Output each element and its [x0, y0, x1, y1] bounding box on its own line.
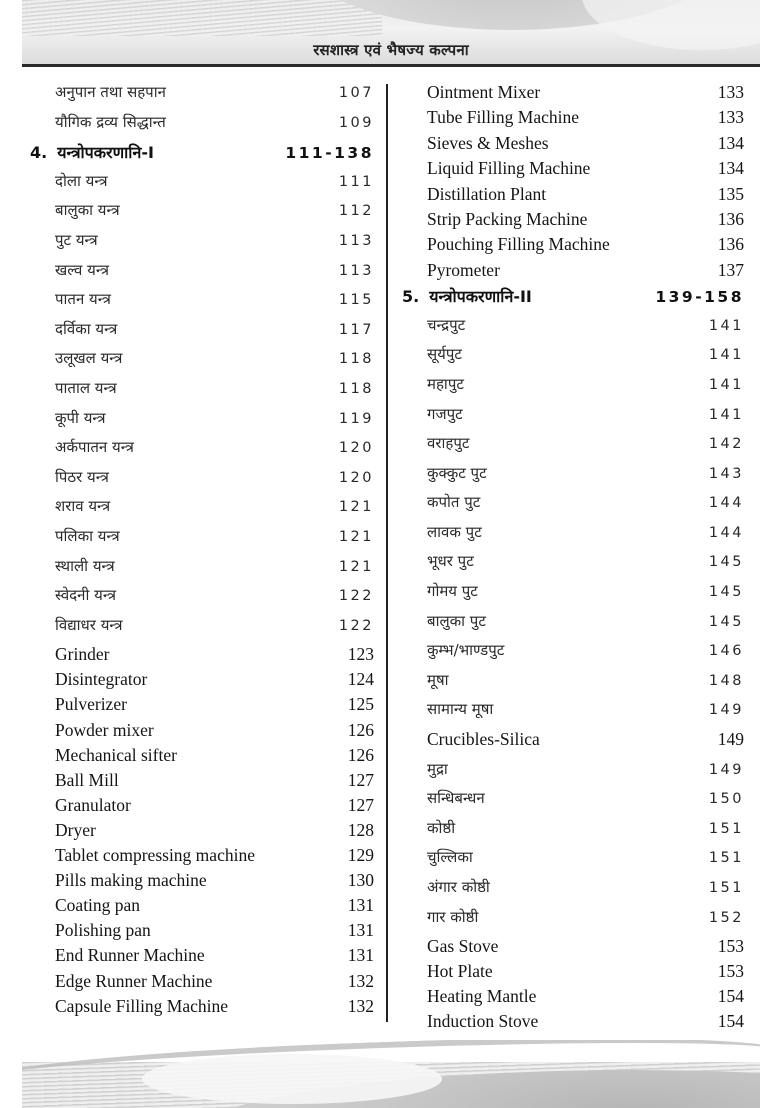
page-number: 154	[717, 1011, 744, 1032]
column-divider	[386, 84, 388, 1022]
entry-title: Sieves & Meshes	[427, 132, 549, 153]
chapter-title	[402, 285, 532, 307]
entry-title: मूषा	[427, 670, 449, 689]
page-number: 131	[347, 895, 374, 916]
toc-chapter-heading	[30, 141, 374, 171]
page-number: 139-158	[655, 288, 744, 307]
toc-entry	[402, 961, 744, 986]
toc-entry	[402, 847, 744, 877]
entry-title: मुद्रा	[427, 759, 448, 778]
toc-entry	[30, 845, 374, 870]
toc-entry	[30, 348, 374, 378]
toc-entry	[402, 158, 744, 183]
entry-title: Pyrometer	[427, 259, 500, 280]
entry-title: Hot Plate	[427, 961, 493, 982]
page-number: 152	[708, 909, 744, 926]
entry-title: पलिका यन्त्र	[55, 526, 120, 545]
page-number: 134	[717, 132, 744, 153]
footer-decorative-band	[22, 1040, 760, 1108]
header-rule	[22, 64, 760, 67]
page-number: 141	[708, 347, 744, 364]
toc-entry	[30, 820, 374, 845]
toc-entry	[402, 986, 744, 1011]
page-number: 137	[717, 259, 744, 280]
entry-title: Polishing pan	[55, 920, 151, 941]
toc-entry	[402, 818, 744, 848]
entry-title: Dryer	[55, 819, 96, 840]
toc-entry	[402, 788, 744, 818]
entry-title: Heating Mantle	[427, 986, 537, 1007]
entry-title: कोष्ठी	[427, 818, 456, 837]
toc-entry	[402, 581, 744, 611]
page-number: 153	[717, 936, 744, 957]
entry-title: Tube Filling Machine	[427, 107, 579, 128]
page-number: 109	[338, 114, 374, 131]
entry-title: अर्कपातन यन्त्र	[55, 438, 134, 457]
toc-entry	[30, 526, 374, 556]
entry-title: वराहपुट	[427, 434, 470, 453]
page-number: 117	[338, 321, 374, 338]
entry-title: Distillation Plant	[427, 183, 547, 204]
entry-title: Ball Mill	[55, 769, 119, 790]
entry-title: विद्याधर यन्त्र	[55, 615, 123, 634]
toc-entry	[402, 463, 744, 493]
entry-title: चुल्लिका	[427, 848, 473, 867]
page-number: 143	[708, 465, 744, 482]
entry-title: Coating pan	[55, 895, 141, 916]
running-title: रसशास्त्र एवं भैषज्य कल्पना	[313, 41, 469, 59]
entry-title: चन्द्रपुट	[427, 315, 466, 334]
page-number: 136	[717, 234, 744, 255]
toc-left-column	[30, 82, 374, 1021]
page-number: 141	[708, 317, 744, 334]
toc-entry	[30, 319, 374, 349]
page-number: 111	[338, 173, 374, 190]
entry-title: कुक्कुट पुट	[427, 463, 487, 482]
toc-entry	[402, 522, 744, 552]
toc-entry	[30, 745, 374, 770]
toc-entry	[402, 877, 744, 907]
entry-title: Induction Stove	[427, 1011, 539, 1032]
toc-chapter-heading	[402, 285, 744, 315]
entry-title: कूपी यन्त्र	[55, 408, 106, 427]
page-number: 125	[347, 694, 374, 715]
page-number: 148	[708, 672, 744, 689]
page-number: 134	[717, 158, 744, 179]
toc-entry	[30, 467, 374, 497]
toc-entry	[402, 907, 744, 937]
entry-title: लावक पुट	[427, 522, 482, 541]
entry-title: Pills making machine	[55, 870, 207, 891]
entry-title: पुट यन्त्र	[55, 230, 98, 249]
toc-entry	[402, 670, 744, 700]
page-number: 122	[338, 588, 374, 605]
page-number: 142	[708, 436, 744, 453]
entry-title: Pulverizer	[55, 694, 127, 715]
page-number: 151	[708, 820, 744, 837]
toc-entry	[402, 184, 744, 209]
entry-title: Pouching Filling Machine	[427, 234, 610, 255]
page-number: 124	[347, 669, 374, 690]
page-number: 120	[338, 440, 374, 457]
page-number: 133	[717, 107, 744, 128]
toc-right-column	[402, 82, 744, 1036]
page-number: 149	[708, 702, 744, 719]
page-number: 130	[347, 870, 374, 891]
page-number: 141	[708, 376, 744, 393]
toc-entry	[30, 556, 374, 586]
page-number: 135	[717, 183, 744, 204]
page-number: 115	[338, 292, 374, 309]
page-number: 136	[717, 208, 744, 229]
entry-title: पिठर यन्त्र	[55, 467, 109, 486]
page-number: 144	[708, 524, 744, 541]
entry-title: खल्व यन्त्र	[55, 260, 109, 279]
toc-entry	[30, 408, 374, 438]
toc-entry	[402, 433, 744, 463]
entry-title: Powder mixer	[55, 719, 154, 740]
toc-entry	[30, 378, 374, 408]
toc-entry	[30, 260, 374, 290]
entry-title: अनुपान तथा सहपान	[55, 83, 166, 101]
toc-entry	[30, 920, 374, 945]
toc-entry	[30, 971, 374, 996]
entry-title: End Runner Machine	[55, 945, 205, 966]
page-number: 121	[338, 558, 374, 575]
toc-entry	[402, 209, 744, 234]
entry-title: Granulator	[55, 794, 131, 815]
entry-title: शराव यन्त्र	[55, 497, 111, 516]
entry-title: कुम्भ/भाण्डपुट	[427, 641, 505, 660]
toc-entry	[30, 289, 374, 319]
entry-title: यौगिक द्रव्य सिद्धान्त	[55, 112, 166, 131]
page-number: 122	[338, 617, 374, 634]
chapter-title	[30, 141, 154, 163]
toc-entry	[30, 720, 374, 745]
toc-entry	[402, 759, 744, 789]
page-number: 151	[708, 850, 744, 867]
entry-title: स्वेदनी यन्त्र	[55, 586, 116, 605]
entry-title: Tablet compressing machine	[55, 845, 255, 866]
entry-title: दोला यन्त्र	[55, 171, 108, 190]
page-number: 119	[338, 410, 374, 427]
page-number: 151	[708, 880, 744, 896]
toc-entry	[30, 945, 374, 970]
entry-title: सन्धिबन्धन	[427, 789, 485, 808]
entry-title: Disintegrator	[55, 669, 148, 690]
chapter-title-text: यन्त्रोपकरणानि-I	[57, 143, 154, 163]
page-number: 128	[347, 819, 374, 840]
entry-title: दर्विका यन्त्र	[55, 319, 118, 338]
entry-title: अंगार कोष्ठी	[427, 878, 490, 896]
entry-title: सामान्य मूषा	[427, 700, 494, 719]
page-number: 153	[717, 961, 744, 982]
page-number: 126	[347, 719, 374, 740]
toc-entry	[402, 640, 744, 670]
page-number: 113	[338, 262, 374, 279]
page-number: 154	[717, 986, 744, 1007]
entry-title: Gas Stove	[427, 936, 499, 957]
entry-title: स्थाली यन्त्र	[55, 556, 115, 575]
header-stripes-decoration	[22, 0, 382, 36]
toc-entry	[30, 615, 374, 645]
page-number: 150	[708, 791, 744, 808]
entry-title: पातन यन्त्र	[55, 290, 111, 309]
entry-title: गोमय पुट	[427, 582, 478, 601]
page-number: 111-138	[285, 144, 374, 163]
page-number: 145	[708, 554, 744, 571]
page-number: 132	[347, 995, 374, 1016]
toc-entry	[30, 171, 374, 201]
entry-title: महापुट	[427, 374, 464, 393]
page-number: 131	[347, 945, 374, 966]
toc-entry	[30, 694, 374, 719]
page-number: 127	[347, 794, 374, 815]
page-number: 127	[347, 769, 374, 790]
page-number: 118	[338, 380, 374, 397]
toc-entry	[30, 437, 374, 467]
entry-title: कपोत पुट	[427, 493, 481, 512]
toc-entry	[402, 492, 744, 522]
toc-entry	[402, 729, 744, 759]
toc-entry	[402, 1011, 744, 1036]
page-number: 113	[338, 232, 374, 249]
entry-title: गार कोष्ठी	[427, 907, 479, 926]
entry-title: सूर्यपुट	[427, 345, 462, 364]
entry-title: Liquid Filling Machine	[427, 158, 591, 179]
entry-title: बालुका पुट	[427, 611, 486, 630]
page-number: 149	[717, 729, 744, 750]
toc-entry	[30, 496, 374, 526]
toc-entry	[402, 374, 744, 404]
page-number: 121	[338, 499, 374, 516]
entry-title: Grinder	[55, 644, 110, 665]
entry-title: Crucibles-Silica	[427, 729, 540, 750]
toc-entry	[30, 230, 374, 260]
chapter-number: 4.	[30, 143, 48, 163]
toc-entry	[402, 344, 744, 374]
page-number: 145	[708, 584, 744, 601]
entry-title: गजपुट	[427, 404, 463, 423]
entry-title: Capsule Filling Machine	[55, 995, 229, 1016]
toc-entry	[30, 870, 374, 895]
page-number: 123	[347, 644, 374, 665]
toc-entry	[402, 699, 744, 729]
toc-entry	[402, 82, 744, 107]
page-number: 146	[708, 643, 744, 660]
entry-title: उलूखल यन्त्र	[55, 349, 123, 368]
entry-title: Strip Packing Machine	[427, 208, 588, 229]
chapter-title-text: यन्त्रोपकरणानि-II	[429, 287, 532, 307]
page-number: 144	[708, 495, 744, 512]
header-decorative-band	[22, 0, 760, 64]
toc-entry	[402, 551, 744, 581]
page-number: 107	[338, 85, 374, 101]
page-number: 120	[338, 469, 374, 486]
toc-entry	[30, 200, 374, 230]
toc-entry	[402, 611, 744, 641]
toc-entry	[402, 234, 744, 259]
entry-title: बालुका यन्त्र	[55, 201, 120, 220]
toc-entry	[30, 996, 374, 1021]
toc-entry	[402, 107, 744, 132]
toc-entry	[30, 82, 374, 112]
toc-entry	[402, 404, 744, 434]
page-number: 129	[347, 845, 374, 866]
chapter-number: 5.	[402, 287, 420, 307]
page-number: 141	[708, 406, 744, 423]
toc-entry	[402, 936, 744, 961]
page-number: 145	[708, 613, 744, 630]
entry-title: Ointment Mixer	[427, 82, 541, 102]
page-number: 118	[338, 351, 374, 368]
toc-entry	[402, 315, 744, 345]
toc-entry	[30, 795, 374, 820]
page-number: 126	[347, 744, 374, 765]
toc-entry	[30, 669, 374, 694]
toc-entry	[30, 112, 374, 142]
entry-title: भूधर पुट	[427, 552, 474, 571]
toc-entry	[30, 585, 374, 615]
page-number: 121	[338, 528, 374, 545]
page-number: 112	[338, 203, 374, 220]
toc-entry	[30, 770, 374, 795]
entry-title: Mechanical sifter	[55, 744, 177, 765]
toc-entry	[30, 644, 374, 669]
entry-title: Edge Runner Machine	[55, 970, 213, 991]
page-number: 131	[347, 920, 374, 941]
page-number: 149	[708, 761, 744, 778]
entry-title: पाताल यन्त्र	[55, 378, 117, 397]
toc-entry	[402, 260, 744, 285]
toc-entry	[402, 133, 744, 158]
page-number: 132	[347, 970, 374, 991]
toc-entry	[30, 895, 374, 920]
page-number: 133	[717, 82, 744, 102]
